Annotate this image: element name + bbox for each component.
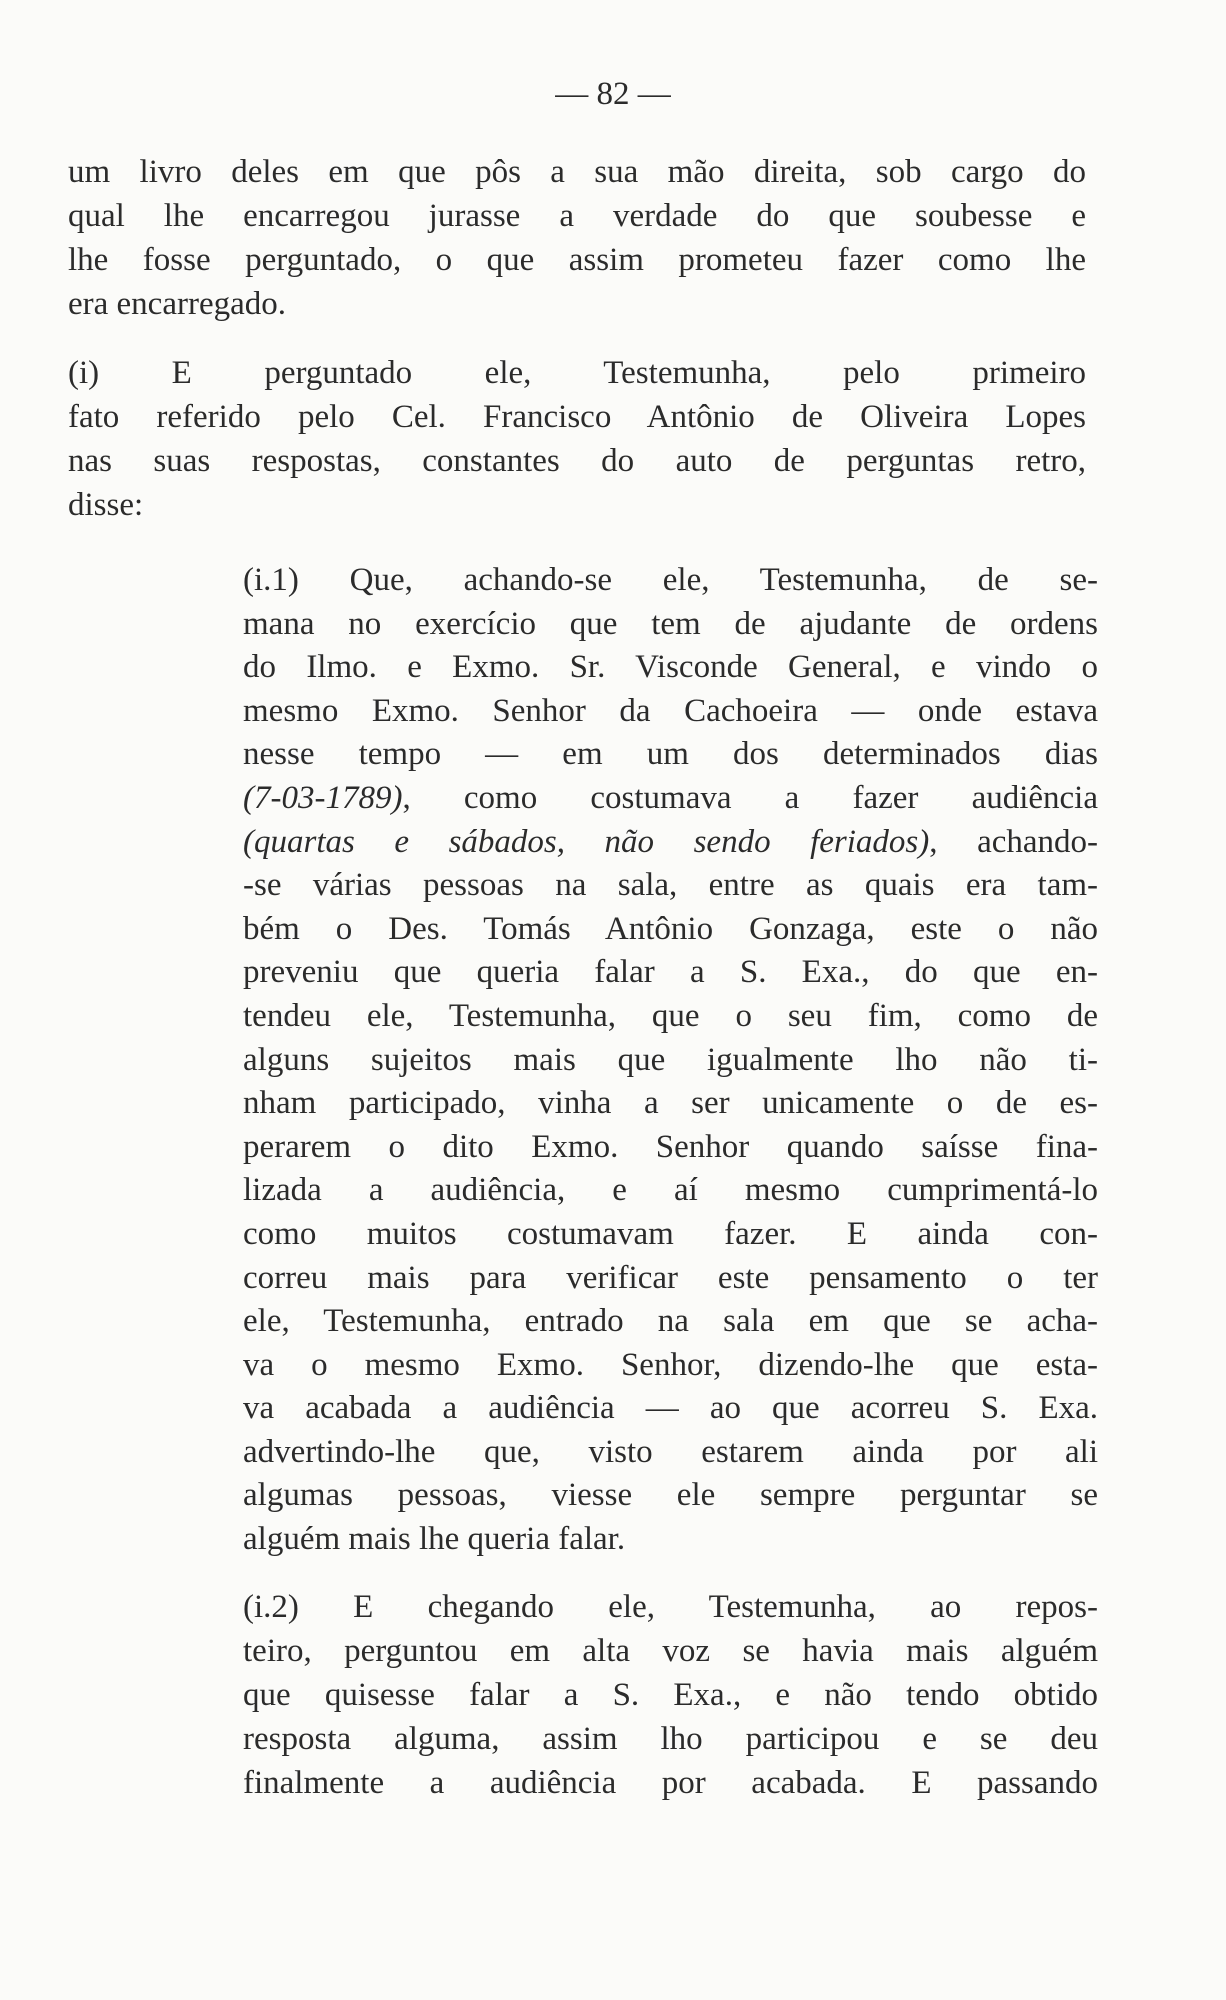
paragraph-answer-i2 <box>243 1585 1098 1805</box>
text-line <box>68 282 1086 326</box>
text-line <box>243 951 1098 995</box>
text-run: um livro deles em que pôs a sua mão direita, sob cargo do <box>68 154 1086 190</box>
text-run: algumas pessoas, viesse ele sempre perguntar se <box>243 1477 1098 1514</box>
text-line <box>243 1300 1098 1344</box>
text-run: mana no exercício que tem de ajudante de ordens <box>243 605 1098 642</box>
italic-text: (quartas e sábados, não sendo feriados) <box>243 823 930 860</box>
text-run: qual lhe encarregou jurasse a verdade do que soubesse e <box>68 198 1086 234</box>
text-line <box>68 238 1086 282</box>
text-line <box>243 1126 1098 1170</box>
text-line <box>68 439 1086 483</box>
text-run: correu mais para verificar este pensamento o ter <box>243 1259 1098 1296</box>
text-run: nesse tempo — em um dos determinados dias <box>243 736 1098 773</box>
text-run: resposta alguma, assim lho participou e se deu <box>243 1721 1098 1757</box>
text-line <box>243 1213 1098 1257</box>
text-line <box>243 908 1098 952</box>
text-line <box>243 646 1098 690</box>
text-line <box>243 1761 1098 1805</box>
text-run: advertindo-lhe que, visto estarem ainda por ali <box>243 1433 1098 1470</box>
text-line <box>243 1344 1098 1388</box>
text-run: que quisesse falar a S. Exa., e não tendo obtido <box>243 1677 1098 1713</box>
text-run: era encarregado. <box>68 286 286 322</box>
text-run: va o mesmo Exmo. Senhor, dizendo-lhe que esta- <box>243 1346 1098 1383</box>
text-line <box>243 690 1098 734</box>
text-run: disse: <box>68 487 144 523</box>
text-line <box>243 1082 1098 1126</box>
text-run: ele, Testemunha, entrado na sala em que se acha- <box>243 1303 1098 1340</box>
text-run: alguém mais lhe queria falar. <box>243 1521 626 1558</box>
text-line <box>243 1474 1098 1518</box>
text-run: mesmo Exmo. Senhor da Cachoeira — onde estava <box>243 692 1098 729</box>
text-run: -se várias pessoas na sala, entre as quais era tam- <box>243 867 1098 904</box>
text-line <box>243 821 1098 865</box>
text-run: alguns sujeitos mais que igualmente lho não ti- <box>243 1041 1098 1078</box>
text-run: como muitos costumavam fazer. E ainda con- <box>243 1215 1098 1252</box>
text-line <box>243 1039 1098 1083</box>
text-run: (i) E perguntado ele, Testemunha, pelo primeiro <box>68 355 1086 391</box>
text-run: do Ilmo. e Exmo. Sr. Visconde General, e vindo o <box>243 649 1098 686</box>
text-run: perarem o dito Exmo. Senhor quando saísse fina- <box>243 1128 1098 1165</box>
text-line <box>243 733 1098 777</box>
text-run: fato referido pelo Cel. Francisco Antônio de Oliveira Lopes <box>68 399 1086 435</box>
text-run: lizada a audiência, e aí mesmo cumprimentá-lo <box>243 1172 1098 1209</box>
text-run: , achando- <box>929 823 1099 860</box>
text-run: nham participado, vinha a ser unicamente o de es- <box>243 1085 1098 1122</box>
text-run: bém o Des. Tomás Antônio Gonzaga, este o não <box>243 910 1098 947</box>
paragraph-oath <box>68 150 1086 326</box>
italic-text: (7-03-1789) <box>243 779 403 816</box>
text-line <box>243 1629 1098 1673</box>
text-line <box>68 150 1086 194</box>
text-line <box>243 1257 1098 1301</box>
text-line <box>243 603 1098 647</box>
text-line <box>243 995 1098 1039</box>
text-run: (i.2) E chegando ele, Testemunha, ao repos- <box>243 1589 1098 1625</box>
text-line <box>243 1387 1098 1431</box>
text-line <box>68 351 1086 395</box>
text-line <box>68 194 1086 238</box>
text-run: lhe fosse perguntado, o que assim prometeu fazer como lhe <box>68 242 1086 278</box>
text-run: teiro, perguntou em alta voz se havia mais alguém <box>243 1633 1098 1669</box>
paragraph-question-i <box>68 351 1086 527</box>
text-run: nas suas respostas, constantes do auto de perguntas retro, <box>68 443 1086 479</box>
text-run: preveniu que queria falar a S. Exa., do que en- <box>243 954 1098 991</box>
text-run: va acabada a audiência — ao que acorreu S. Exa. <box>243 1390 1098 1427</box>
text-line <box>68 483 1086 527</box>
text-run: finalmente a audiência por acabada. E passando <box>243 1765 1098 1801</box>
text-line <box>243 1169 1098 1213</box>
text-line <box>243 1431 1098 1475</box>
text-line <box>68 395 1086 439</box>
text-line <box>243 864 1098 908</box>
text-line <box>243 777 1098 821</box>
paragraph-answer-i1 <box>243 559 1098 1562</box>
text-line <box>243 1518 1098 1562</box>
text-line <box>243 559 1098 603</box>
text-line <box>243 1585 1098 1629</box>
text-line <box>243 1673 1098 1717</box>
page-number: — 82 — <box>555 76 671 112</box>
text-line <box>243 1717 1098 1761</box>
text-run: , como costumava a fazer audiência <box>402 779 1098 816</box>
text-run: tendeu ele, Testemunha, que o seu fim, como de <box>243 997 1098 1034</box>
text-run: (i.1) Que, achando-se ele, Testemunha, de se- <box>243 562 1098 598</box>
